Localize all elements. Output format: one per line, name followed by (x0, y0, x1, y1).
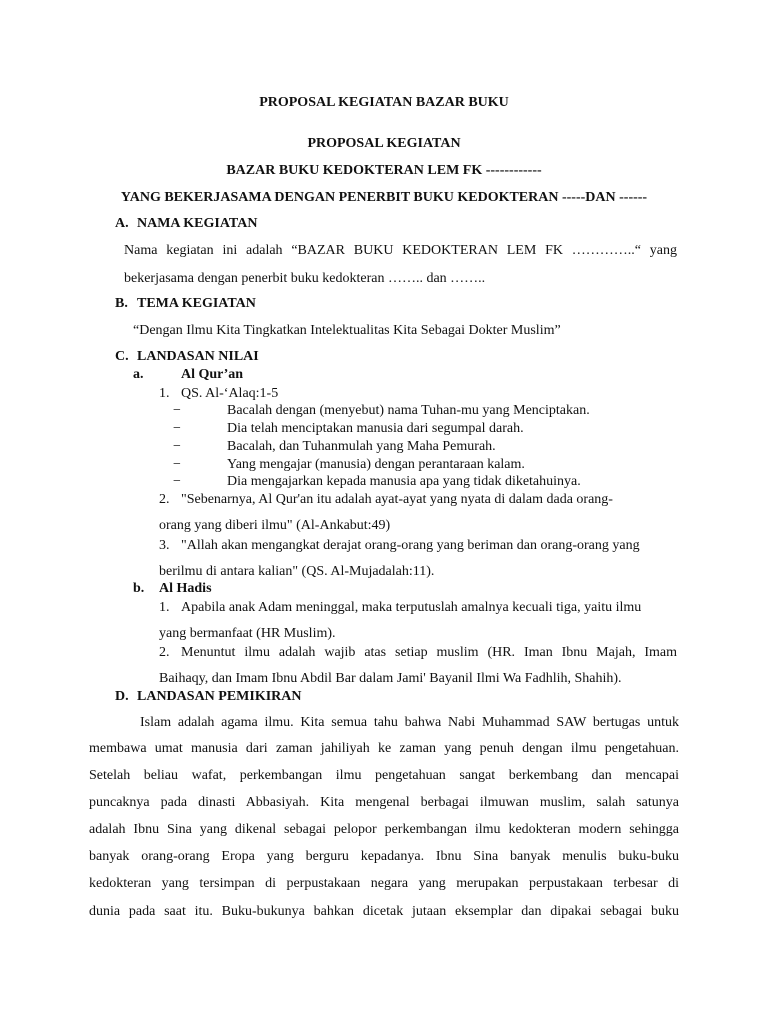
quran-item-2-line-2: orang yang diberi ilmu" (Al-Ankabut:49) (159, 518, 391, 533)
partner-line: YANG BEKERJASAMA DENGAN PENERBIT BUKU KEDOKTERAN -----DAN ------ (120, 190, 648, 205)
hadis-item-1-num: 1. (159, 600, 170, 615)
proposal-heading: PROPOSAL KEGIATAN (307, 136, 461, 151)
paragraph-line-8: dunia pada saat itu. Buku-bukunya bahkan dicetak jutaan eksemplar dan dipakai sebagai buku (89, 904, 679, 919)
hadis-item-2-num: 2. (159, 645, 170, 660)
sub-b-title: Al Hadis (159, 581, 212, 596)
section-a-line-1: Nama kegiatan ini adalah “BAZAR BUKU KEDOKTERAN LEM FK …………..“ yang (124, 243, 677, 258)
event-name-line: BAZAR BUKU KEDOKTERAN LEM FK ------------ (226, 163, 542, 178)
quran-item-3-line-2: berilmu di antara kalian" (QS. Al-Mujadalah:11). (159, 564, 435, 579)
quran-item-1-text: QS. Al-‘Alaq:1-5 (181, 386, 279, 401)
section-c-title: LANDASAN NILAI (137, 349, 259, 364)
paragraph-line-7: kedokteran yang tersimpan di perpustakaan negara yang merupakan perpustakaan terbesar di (89, 876, 679, 891)
section-a-line-2: bekerjasama dengan penerbit buku kedokteran …….. dan …….. (124, 271, 486, 286)
paragraph-line-4: puncaknya pada dinasti Abbasiyah. Kita mengenal berbagai ilmuwan muslim, salah satunya (89, 795, 679, 810)
bullet-dash: − (173, 403, 181, 418)
paragraph-line-2: membawa umat manusia dari zaman jahiliyah ke zaman yang penuh dengan ilmu pengetahuan. (89, 741, 679, 756)
bullet-dash: − (173, 457, 181, 472)
quran-item-2-num: 2. (159, 492, 170, 507)
verse-2: Dia telah menciptakan manusia dari segumpal darah. (227, 421, 524, 436)
verse-3: Bacalah, dan Tuhanmulah yang Maha Pemurah. (227, 439, 496, 454)
bullet-dash: − (173, 439, 181, 454)
quran-item-1-num: 1. (159, 386, 170, 401)
paragraph-line-5: adalah Ibnu Sina yang dikenal sebagai pelopor perkembangan ilmu kedokteran modern sehingga (89, 822, 679, 837)
paragraph-line-3: Setelah beliau wafat, perkembangan ilmu pengetahuan sangat berkembang dan mencapai (89, 768, 679, 783)
paragraph-line-1: Islam adalah agama ilmu. Kita semua tahu bahwa Nabi Muhammad SAW bertugas untuk (140, 715, 679, 730)
hadis-item-1-line-1: Apabila anak Adam meninggal, maka terputuslah amalnya kecuali tiga, yaitu ilmu (181, 600, 642, 615)
hadis-item-1-line-2: yang bermanfaat (HR Muslim). (159, 626, 336, 641)
theme-text: “Dengan Ilmu Kita Tingkatkan Intelektualitas Kita Sebagai Dokter Muslim” (133, 323, 561, 338)
section-a-label: A. (115, 216, 129, 231)
section-a-title: NAMA KEGIATAN (137, 216, 258, 231)
sub-a-title: Al Qur’an (181, 367, 244, 382)
bullet-dash: − (173, 474, 181, 489)
hadis-item-2-line-1: Menuntut ilmu adalah wajib atas setiap muslim (HR. Iman Ibnu Majah, Imam (181, 645, 677, 660)
quran-item-3-line-1: "Allah akan mengangkat derajat orang-orang yang beriman dan orang-orang yang (181, 538, 640, 553)
quran-item-3-num: 3. (159, 538, 170, 553)
verse-4: Yang mengajar (manusia) dengan perantaraan kalam. (227, 457, 525, 472)
verse-1: Bacalah dengan (menyebut) nama Tuhan-mu yang Menciptakan. (227, 403, 590, 418)
hadis-item-2-line-2: Baihaqy, dan Imam Ibnu Abdil Bar dalam Jami' Bayanil Ilmi Wa Fadhlih, Shahih). (159, 671, 622, 686)
quran-item-2-line-1: "Sebenarnya, Al Qur'an itu adalah ayat-ayat yang nyata di dalam dada orang- (181, 492, 613, 507)
section-b-title: TEMA KEGIATAN (137, 296, 256, 311)
sub-b-label: b. (133, 581, 145, 596)
section-c-label: C. (115, 349, 129, 364)
bullet-dash: − (173, 421, 181, 436)
verse-5: Dia mengajarkan kepada manusia apa yang tidak diketahuinya. (227, 474, 581, 489)
document-title: PROPOSAL KEGIATAN BAZAR BUKU (259, 95, 509, 110)
paragraph-line-6: banyak orang-orang Eropa yang berguru kepadanya. Ibnu Sina banyak menulis buku-buku (89, 849, 679, 864)
section-d-title: LANDASAN PEMIKIRAN (137, 689, 302, 704)
section-b-label: B. (115, 296, 128, 311)
section-d-label: D. (115, 689, 129, 704)
sub-a-label: a. (133, 367, 144, 382)
